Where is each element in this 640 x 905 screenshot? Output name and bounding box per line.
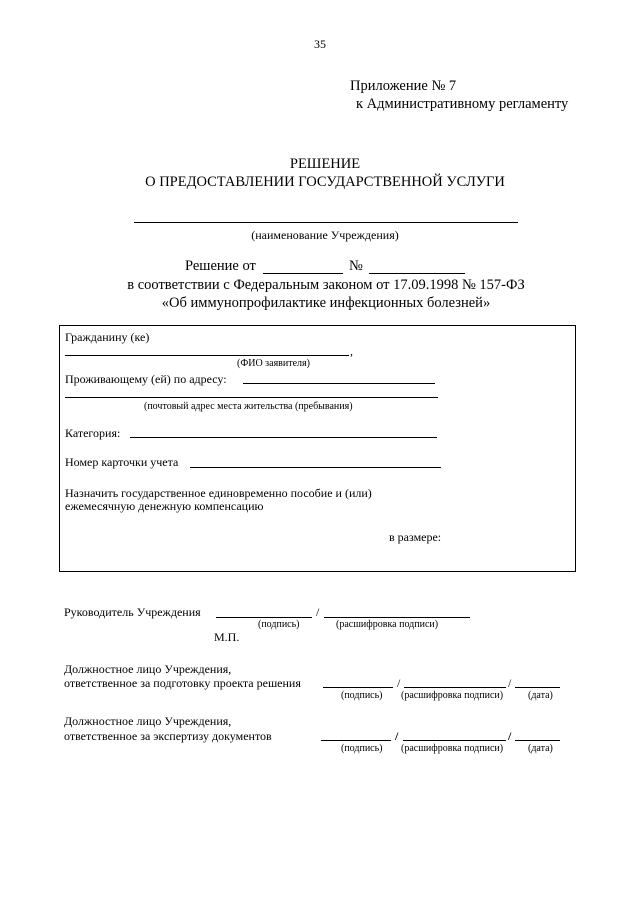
decision-date-line bbox=[263, 273, 343, 274]
official1-decode-caption: (расшифровка подписи) bbox=[401, 690, 504, 701]
official1-slash-2: / bbox=[508, 676, 512, 690]
official2-slash-1: / bbox=[395, 729, 399, 743]
official2-date-line bbox=[515, 740, 560, 741]
address-label: Проживающему (ей) по адресу: bbox=[65, 372, 227, 386]
decision-number-label: № bbox=[349, 258, 363, 274]
official1-decode-line bbox=[404, 687, 506, 688]
address-caption: (почтовый адрес места жительства (пребывания) bbox=[144, 401, 353, 412]
card-number-line bbox=[190, 467, 441, 468]
address-line-2 bbox=[65, 397, 438, 398]
head-sign-line bbox=[216, 617, 312, 618]
official1-date-line bbox=[515, 687, 560, 688]
official1-title: Должностное лицо Учреждения, bbox=[64, 662, 232, 676]
law-title: «Об иммунопрофилактике инфекционных болезней» bbox=[161, 295, 491, 311]
head-decode-line bbox=[324, 617, 470, 618]
head-slash: / bbox=[316, 605, 320, 619]
assign-text-2: ежемесячную денежную компенсацию bbox=[65, 499, 264, 513]
category-line bbox=[130, 437, 437, 438]
official2-date-caption: (дата) bbox=[528, 743, 553, 754]
card-number-label: Номер карточки учета bbox=[65, 455, 179, 469]
official1-sign-line bbox=[323, 687, 393, 688]
head-label: Руководитель Учреждения bbox=[64, 605, 201, 619]
head-sign-caption: (подпись) bbox=[258, 619, 300, 630]
decision-form-box bbox=[59, 325, 576, 572]
appendix-subtitle: к Административному регламенту bbox=[356, 96, 569, 112]
official2-decode-caption: (расшифровка подписи) bbox=[401, 743, 504, 754]
official1-responsibility: ответственное за подготовку проекта решения bbox=[64, 676, 301, 690]
fio-line bbox=[65, 355, 349, 356]
amount-label: в размере: bbox=[389, 530, 442, 544]
institution-caption: (наименование Учреждения) bbox=[251, 228, 399, 242]
official2-responsibility: ответственное за экспертизу документов bbox=[64, 729, 272, 743]
appendix-title: Приложение № 7 bbox=[350, 78, 457, 94]
official2-decode-line bbox=[403, 740, 506, 741]
fio-comma: , bbox=[350, 344, 353, 358]
official1-date-caption: (дата) bbox=[528, 690, 553, 701]
head-decode-caption: (расшифровка подписи) bbox=[336, 619, 439, 630]
page-number: 35 bbox=[314, 37, 326, 51]
fio-caption: (ФИО заявителя) bbox=[237, 358, 310, 369]
document-title: РЕШЕНИЕ bbox=[289, 156, 361, 172]
official2-slash-2: / bbox=[508, 729, 512, 743]
decision-date-label: Решение от bbox=[185, 258, 256, 274]
official2-title: Должностное лицо Учреждения, bbox=[64, 714, 232, 728]
institution-line bbox=[134, 222, 518, 223]
category-label: Категория: bbox=[65, 426, 121, 440]
official2-sign-line bbox=[321, 740, 391, 741]
official2-sign-caption: (подпись) bbox=[341, 743, 383, 754]
address-line-1 bbox=[243, 383, 435, 384]
decision-number-line bbox=[369, 273, 465, 274]
assign-text-1: Назначить государственное единовременно пособие и (или) bbox=[65, 486, 372, 500]
citizen-label: Гражданину (ке) bbox=[65, 330, 150, 344]
law-reference: в соответствии с Федеральным законом от 17.09.1998 № 157-ФЗ bbox=[127, 277, 525, 293]
document-subtitle: О ПРЕДОСТАВЛЕНИИ ГОСУДАРСТВЕННОЙ УСЛУГИ bbox=[145, 174, 505, 190]
official1-sign-caption: (подпись) bbox=[341, 690, 383, 701]
stamp-label: М.П. bbox=[214, 630, 240, 644]
official1-slash-1: / bbox=[397, 676, 401, 690]
